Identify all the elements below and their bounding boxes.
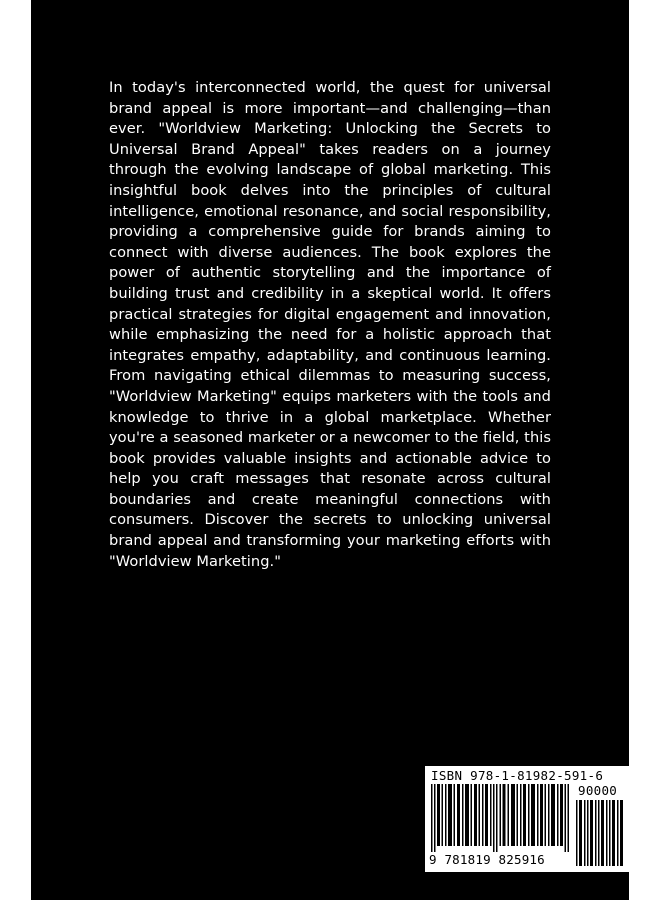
price-addon-code: 90000 [578,783,618,798]
ean13-digits: 9 781819 825916 [429,852,545,867]
back-cover [31,0,629,900]
isbn-barcode [425,766,629,872]
ean13-bars [431,784,569,852]
isbn-label: ISBN 978-1-81982-591-6 [431,768,604,783]
book-description: In today's interconnected world, the quest for universal brand appeal is more important—and challenging—than ever. "Worldview Marketing: Unlocking the Secrets to Universal Brand Appeal" takes readers on a journey through the evolving landscape of global marketing. This insightful book delves into the principles of cultural intelligence, emotional resonance, and social responsibility, providing a comprehensive guide for brands aiming to connect with diverse audiences. The book explores the power of authentic storytelling and the importance of building trust and credibility in a skeptical world. It offers practical strategies for digital engagement and innovation, while emphasizing the need for a holistic approach that integrates empathy, adaptability, and continuous learning. From navigating ethical dilemmas to measuring success, "Worldview Marketing" equips marketers with the tools and knowledge to thrive in a global marketplace. Whether you're a seasoned marketer or a newcomer to the field, this book provides valuable insights and actionable advice to help you craft messages that resonate across cultural boundaries and create meaningful connections with consumers. Discover the secrets to unlocking universal brand appeal and transforming your marketing efforts with "Worldview Marketing." [109,79,551,570]
addon-bars [576,800,624,866]
